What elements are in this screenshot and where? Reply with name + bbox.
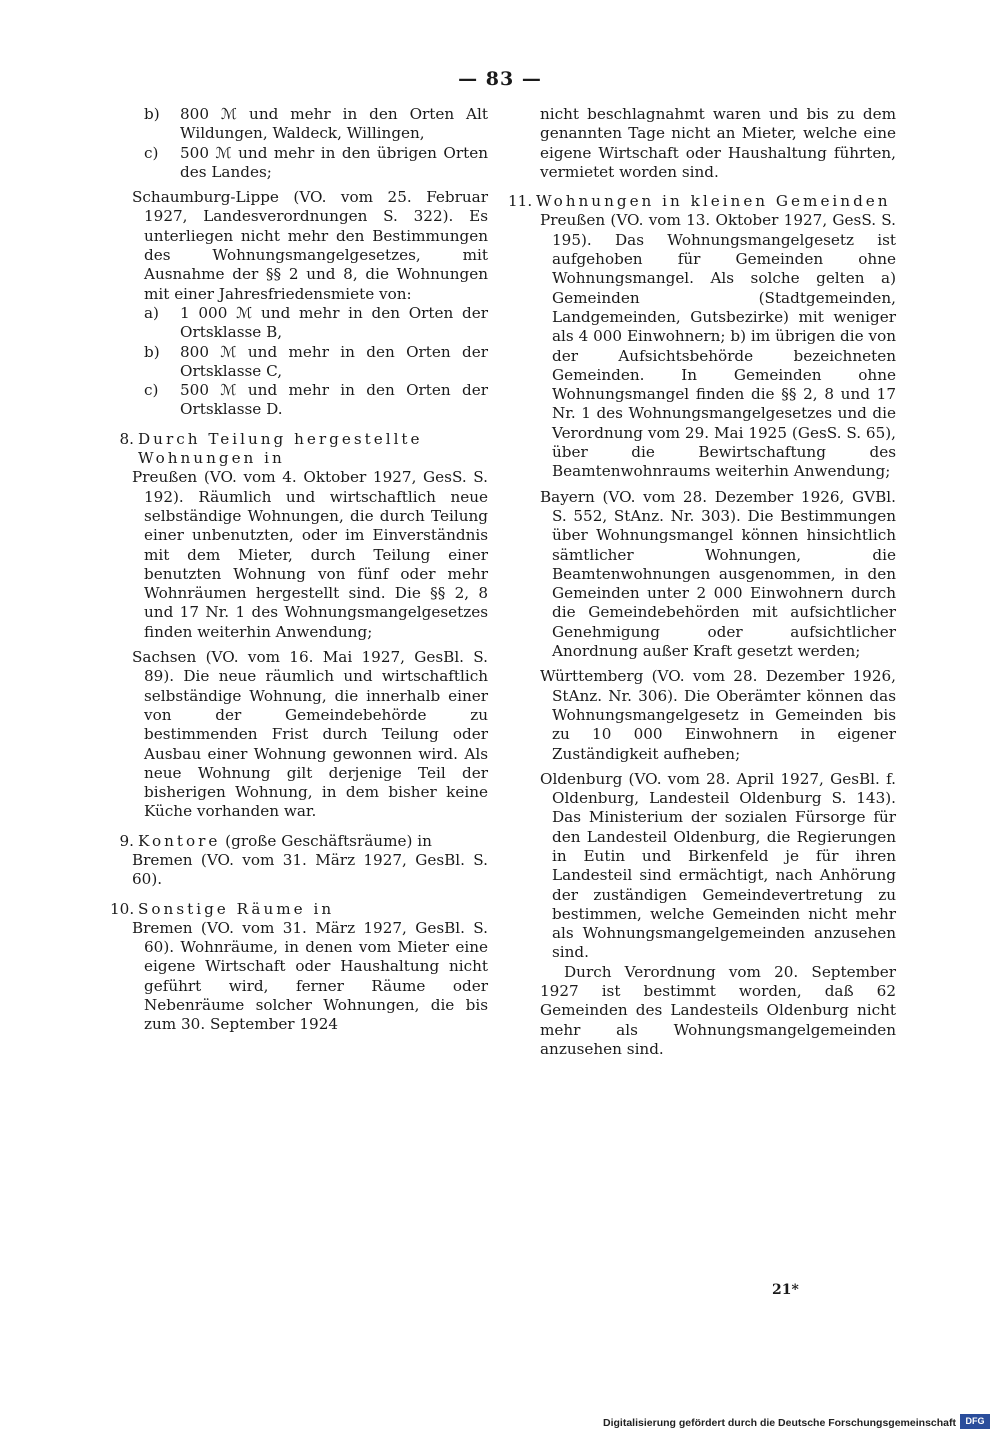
continuation-text: nicht beschlagnahmt waren und bis zu dem genannten Tage nicht an Mieter, welche eine eigene Wirtschaft oder Haushaltung führten, vermietet worden sind. <box>540 105 896 181</box>
item-text: 800 ℳ und mehr in den Orten der Ortsklasse C, <box>180 342 488 380</box>
item-label: c) <box>144 381 159 400</box>
item-text: 1 000 ℳ und mehr in den Orten der Ortsklasse B, <box>180 303 488 342</box>
section-title-rest: (große Geschäftsräume) in <box>220 831 432 850</box>
section-8-heading <box>110 430 488 469</box>
section-number: 10. <box>110 899 135 918</box>
digitization-credit: Digitalisierung gefördert durch die Deutsche Forschungsgemeinschaft <box>603 1417 956 1429</box>
section-title: Sonstige Räume in <box>138 899 335 918</box>
section-number: 11. <box>508 192 533 211</box>
item-label: c) <box>144 143 159 162</box>
section-10-heading <box>110 900 488 919</box>
section-number: 8. <box>119 429 134 448</box>
right-column <box>508 105 896 1059</box>
item-label: b) <box>144 342 160 361</box>
item-text: 500 ℳ und mehr in den übrigen Orten des Landes; <box>180 143 488 181</box>
section-title: Wohnungen in kleinen Gemeinden <box>536 192 891 211</box>
bayern-entry: Bayern (VO. vom 28. Dezember 1926, GVBl. S. 552, StAnz. Nr. 303). Die Bestimmungen über Wohnungsmangel können hinsichtlich sämtlicher Wohnungen, die Beamtenwohnungen ausgenommen, in den Gemeinden unter 2 000 Einwohnern durch die Gemeindebehörden mit aufsichtlicher Genehmigung oder aufsichtlicher Anordnung außer Kraft gesetzt werden; <box>540 487 896 661</box>
item-label: a) <box>144 303 159 322</box>
wuerttemberg-entry: Württemberg (VO. vom 28. Dezember 1926, StAnz. Nr. 306). Die Oberämter können das Wohnungsmangelgesetz in Gemeinden bis zu 10 000 Einwohnern in eigener Zuständigkeit aufheben; <box>540 667 896 763</box>
list-item <box>144 381 488 420</box>
section-9-heading <box>110 832 488 851</box>
section-title: Kontore <box>138 831 221 850</box>
signature-mark: 21* <box>772 1282 799 1298</box>
verordnung-paragraph: Durch Verordnung vom 20. September 1927 ist bestimmt worden, daß 62 Gemeinden des Landesteils Oldenburg nicht mehr als Wohnungsmangelgemeinden anzusehen sind. <box>540 962 896 1058</box>
left-column <box>110 105 488 1035</box>
section-number: 9. <box>119 831 134 850</box>
bremen-entry: Bremen (VO. vom 31. März 1927, GesBl. S. 60). Wohnräume, in denen vom Mieter eine eigene Wirtschaft oder Haushaltung nicht geführt wird, ferner Räume oder Nebenräume solcher Wohnungen, die bis zum 30. September 1924 <box>132 918 488 1034</box>
item-text: 500 ℳ und mehr in den Orten der Ortsklasse D. <box>180 381 488 419</box>
list-item <box>144 105 488 144</box>
preussen-entry: Preußen (VO. vom 4. Oktober 1927, GesS. S. 192). Räumlich und wirtschaftlich neue selbständige Wohnungen, die durch Teilung einer unbenutzten, oder im Einverständnis mit dem Mieter, durch Teilung einer benutzten Wohnung von fünf oder mehr Wohnräumen hergestellt sind. Die §§ 2, 8 und 17 Nr. 1 des Wohnungsmangelgesetzes finden weiterhin Anwendung; <box>132 468 488 641</box>
bremen-entry: Bremen (VO. vom 31. März 1927, GesBl. S. 60). <box>132 850 488 889</box>
preussen-entry: Preußen (VO. vom 13. Oktober 1927, GesS. S. 195). Das Wohnungsmangelgesetz ist aufgehoben für Gemeinden ohne Wohnungsmangel. Als solche gelten a) Gemeinden (Stadtgemeinden, Landgemeinden, Gutsbezirke) mit weniger als 4 000 Einwohnern; b) im übrigen die von der Aufsichtsbehörde bezeichneten Gemeinden. In Gemeinden ohne Wohnungsmangel finden die §§ 2, 8 und 17 Nr. 1 des Wohnungsmangelgesetzes und die Verordnung vom 29. Mai 1925 (GesS. S. 65), über die Bewirtschaftung des Beamtenwohnraums weiterhin Anwendung; <box>540 211 896 481</box>
page-number: — 83 — <box>458 68 542 90</box>
sachsen-entry: Sachsen (VO. vom 16. Mai 1927, GesBl. S. 89). Die neue räumlich und wirtschaftlich selbständige Wohnung, die innerhalb einer von der Gemeindebehörde zu bestimmenden Frist durch Teilung oder Ausbau einer Wohnung gewonnen wird. Als neue Wohnung gilt derjenige Teil der bisherigen Wohnung, in dem bisher keine Küche vorhanden war. <box>132 648 488 821</box>
section-title: Durch Teilung hergestellte Wohnungen in <box>138 429 423 468</box>
dfg-logo: DFG <box>960 1414 990 1429</box>
schaumburg-lippe-entry: Schaumburg-Lippe (VO. vom 25. Februar 1927, Landesverordnungen S. 322). Es unterliegen nicht mehr den Bestimmungen des Wohnungsmangelgesetzes, mit Ausnahme der §§ 2 und 8, die Wohnungen mit einer Jahresfriedensmiete von: <box>132 188 488 303</box>
section-11-heading <box>508 192 896 211</box>
list-item <box>144 144 488 183</box>
oldenburg-entry: Oldenburg (VO. vom 28. April 1927, GesBl. f. Oldenburg, Landesteil Oldenburg S. 143). Das Ministerium der sozialen Fürsorge für den Landesteil Oldenburg, die Regierungen in Eutin und Birkenfeld je für ihren Landesteil sind ermächtigt, nach Anhörung der zuständigen Gemeindevertretung zu bestimmen, welche Gemeinden nicht mehr als Wohnungsmangelgemeinden anzusehen sind. <box>540 769 896 962</box>
item-text: 800 ℳ und mehr in den Orten Alt Wildungen, Waldeck, Willingen, <box>180 105 488 143</box>
item-label: b) <box>144 105 160 123</box>
list-item <box>144 343 488 382</box>
list-item <box>144 304 488 343</box>
